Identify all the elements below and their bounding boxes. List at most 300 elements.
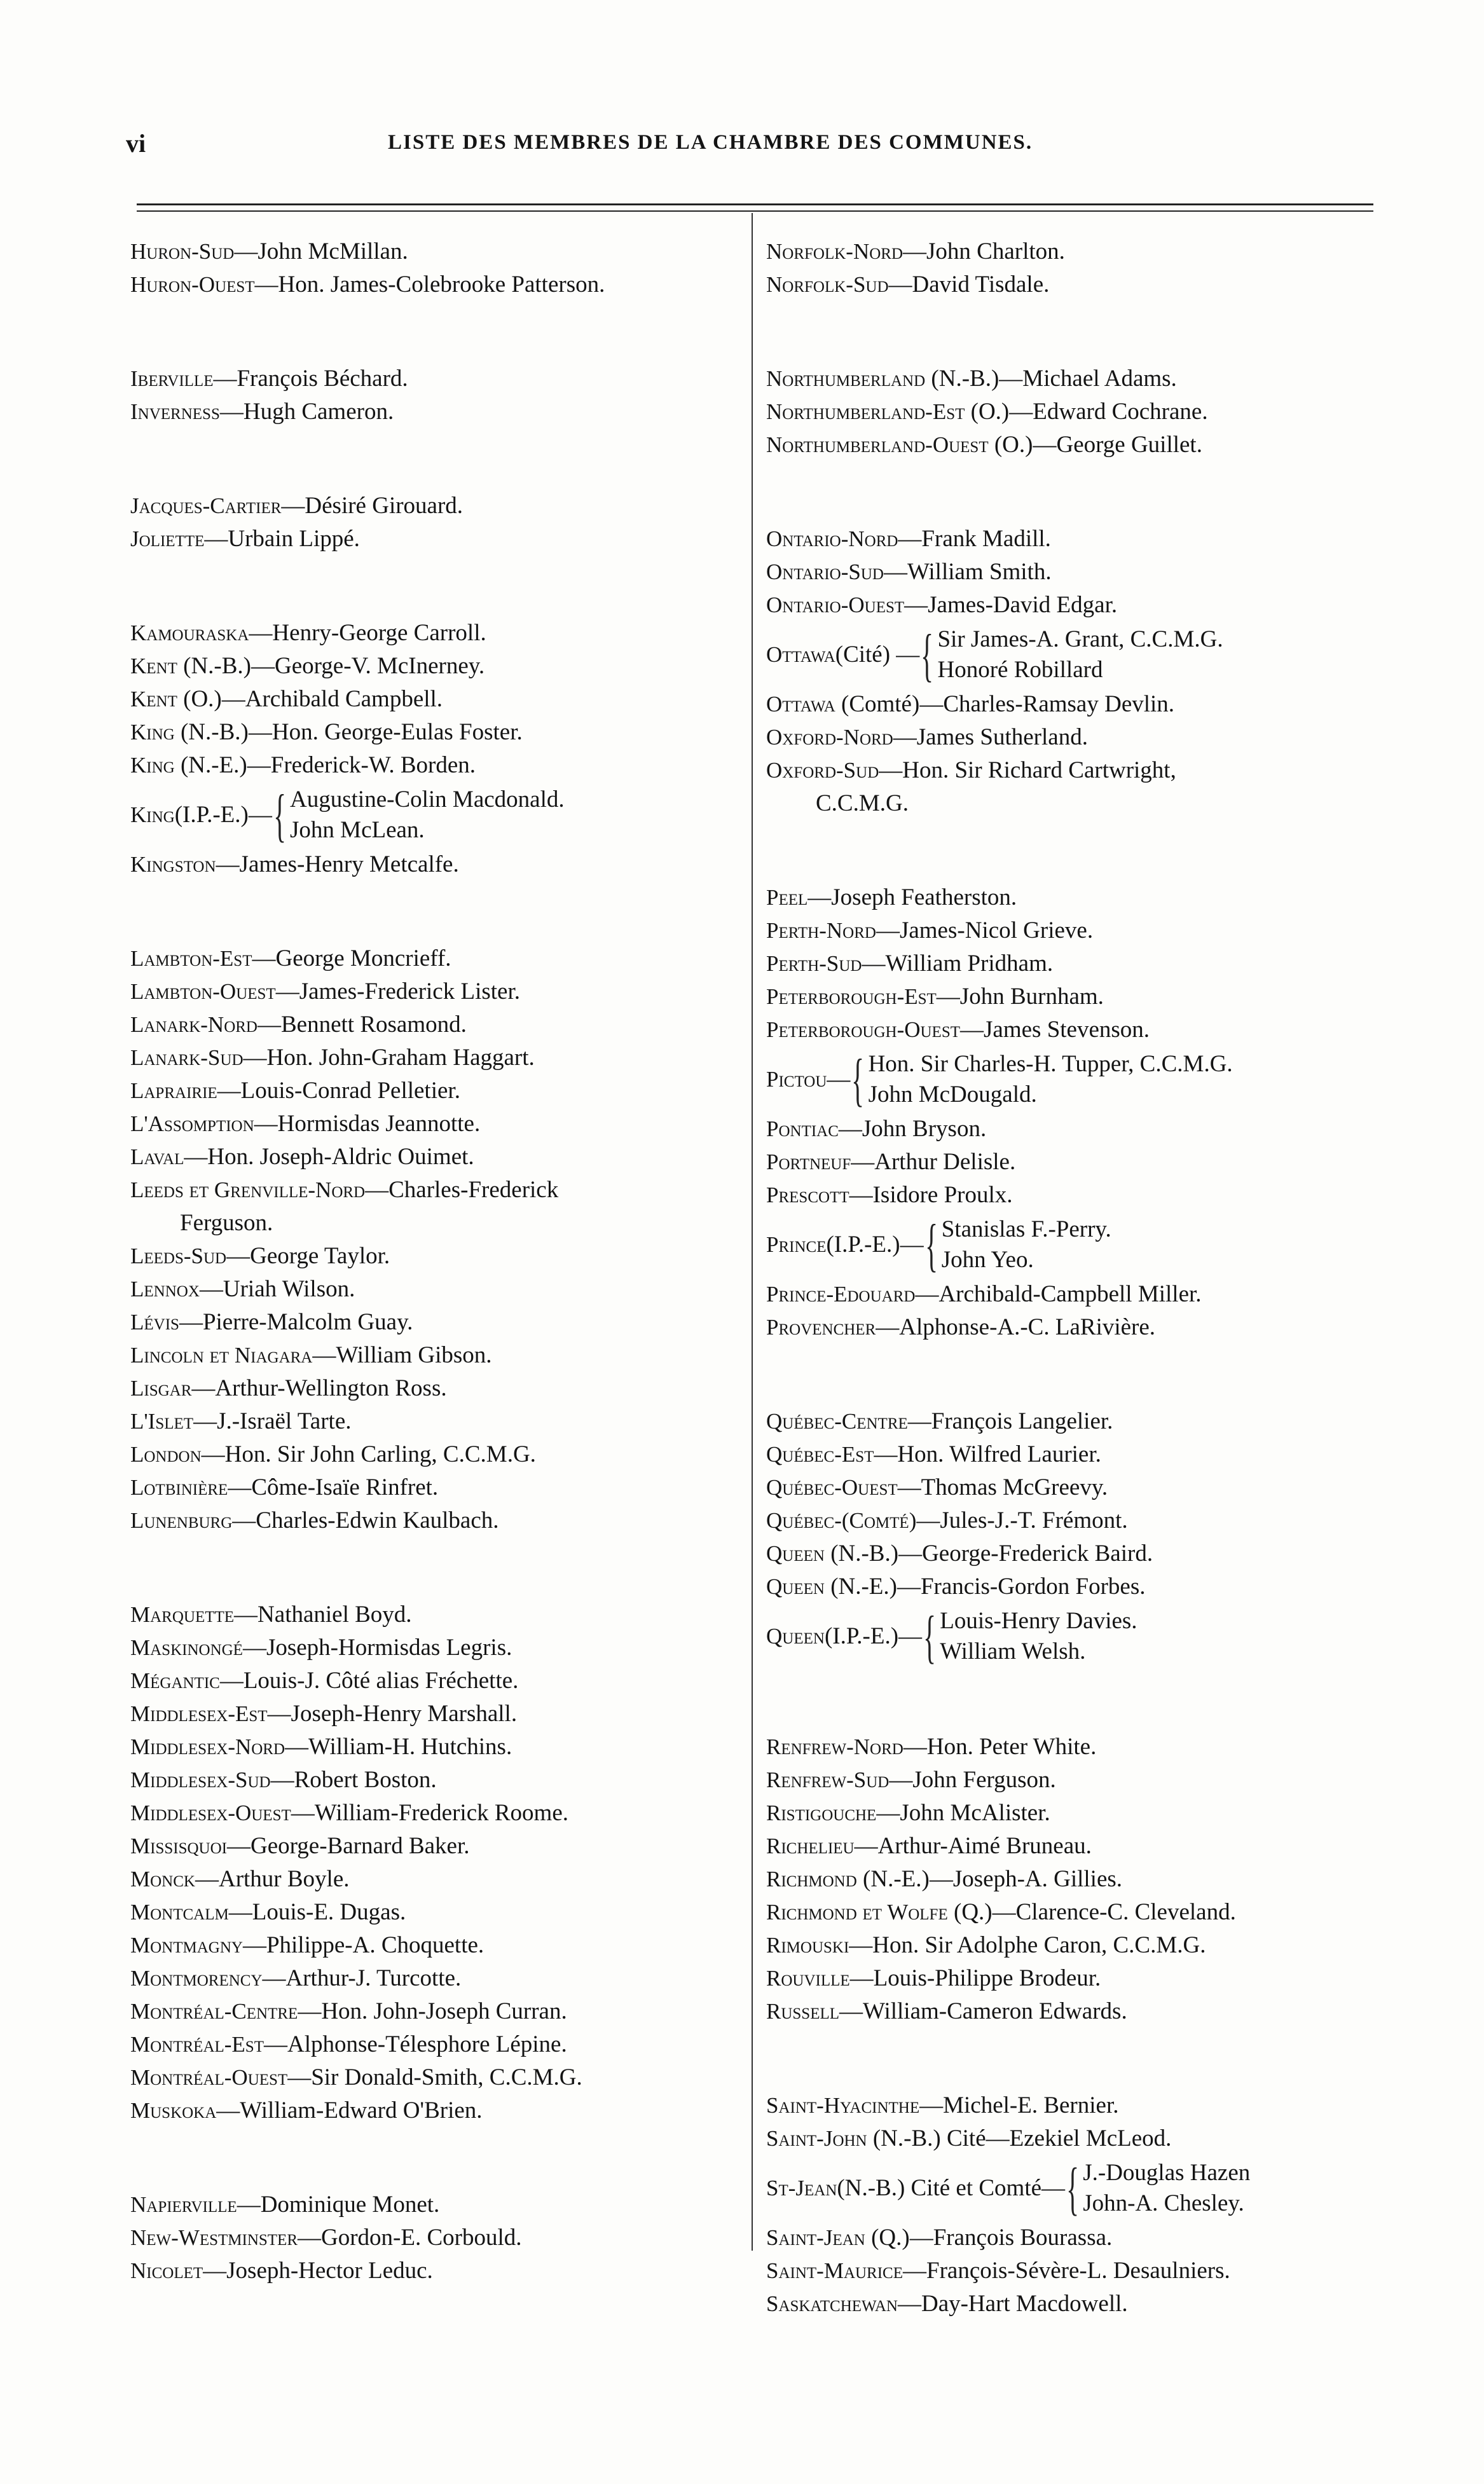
member-name: —William-Edward O'Brien. bbox=[216, 2097, 483, 2124]
member-name: —Joseph-A. Gillies. bbox=[929, 1866, 1123, 1892]
member-name: —Robert Boston. bbox=[270, 1767, 437, 1793]
riding-name: Ottawa bbox=[766, 642, 835, 667]
member-entry bbox=[130, 2221, 728, 2254]
member-names bbox=[942, 1214, 1111, 1275]
member-entry bbox=[130, 523, 728, 556]
member-name: —Louis-E. Dugas. bbox=[228, 1899, 406, 1925]
member-entry bbox=[766, 395, 1377, 429]
member-entry bbox=[766, 523, 1377, 556]
member-name: —Henry-George Carroll. bbox=[249, 620, 486, 646]
brace-glyph: { bbox=[851, 1047, 865, 1112]
member-name: —Thomas McGreevy. bbox=[897, 1474, 1108, 1500]
member-name: —William Gibson. bbox=[312, 1342, 492, 1368]
member-name: —William Pridham. bbox=[862, 950, 1054, 977]
riding-name: Iberville bbox=[130, 366, 214, 391]
member-entry bbox=[766, 2089, 1377, 2122]
member-name: —Michael Adams. bbox=[999, 366, 1177, 392]
member-name: —John Ferguson. bbox=[889, 1767, 1056, 1793]
riding-name: L'Islet bbox=[130, 1409, 194, 1434]
riding-name: King bbox=[130, 720, 175, 745]
member-names bbox=[290, 785, 565, 846]
member-name: —J.-Israël Tarte. bbox=[193, 1408, 352, 1434]
member-name-continuation: C.C.M.G. bbox=[816, 790, 909, 816]
member-name: —Hon. Joseph-Aldric Ouimet. bbox=[184, 1144, 474, 1170]
member-name: —John McMillan. bbox=[234, 238, 408, 264]
riding-name: London bbox=[130, 1442, 202, 1467]
member-entry bbox=[130, 1863, 728, 1896]
member-entry bbox=[130, 1830, 728, 1863]
member-entry bbox=[130, 1141, 728, 1174]
brace-glyph: { bbox=[1066, 2156, 1080, 2221]
member-entry bbox=[766, 2254, 1377, 2288]
member-entry bbox=[766, 1179, 1377, 1212]
member-name: —Louis-Philippe Brodeur. bbox=[849, 1965, 1101, 1991]
member-entry bbox=[766, 1962, 1377, 1995]
member-name: —James Sutherland. bbox=[893, 724, 1088, 750]
riding-name: Perth-Nord bbox=[766, 918, 876, 943]
member-entry bbox=[130, 683, 728, 716]
riding-name: Lotbinière bbox=[130, 1475, 228, 1500]
member-entry bbox=[130, 848, 728, 881]
member-entry bbox=[766, 1764, 1377, 1797]
riding-suffix: (O.) bbox=[177, 686, 222, 712]
riding-suffix: (N.-B.) bbox=[824, 1540, 899, 1567]
member-entry bbox=[130, 1041, 728, 1074]
riding-name: Ottawa bbox=[766, 692, 835, 717]
riding-name: Rouville bbox=[766, 1966, 850, 1991]
riding-name: Montmagny bbox=[130, 1933, 243, 1958]
member-name: —Pierre-Malcolm Guay. bbox=[179, 1309, 413, 1335]
member-entry bbox=[766, 1438, 1377, 1471]
member-name: —François Béchard. bbox=[213, 366, 408, 392]
member-entry bbox=[766, 1896, 1377, 1929]
riding-name: Russell bbox=[766, 1999, 840, 2024]
member-entry bbox=[130, 1896, 728, 1929]
member-name: —James Stevenson. bbox=[960, 1017, 1150, 1043]
running-title: LISTE DES MEMBRES DE LA CHAMBRE DES COMMUNES. bbox=[388, 131, 1033, 154]
riding-name: Oxford-Sud bbox=[766, 758, 879, 783]
member-entry bbox=[766, 1471, 1377, 1504]
member-entry bbox=[766, 1113, 1377, 1146]
right-column bbox=[766, 235, 1377, 2382]
member-name: —Arthur-Wellington Ross. bbox=[191, 1375, 447, 1401]
riding-name: Saint-Hyacinthe bbox=[766, 2093, 920, 2118]
member-name-continuation: Ferguson. bbox=[180, 1210, 273, 1236]
riding-name: Renfrew-Nord bbox=[766, 1734, 903, 1759]
riding-name: Prince-Edouard bbox=[766, 1282, 916, 1307]
member-name: —George-Frederick Baird. bbox=[898, 1540, 1153, 1567]
member-entry bbox=[130, 1664, 728, 1698]
riding-name: Montcalm bbox=[130, 1900, 229, 1925]
member-name: —Hugh Cameron. bbox=[219, 399, 394, 425]
riding-suffix: (N.-B.) Cité bbox=[867, 2125, 986, 2151]
member-entry bbox=[766, 622, 1377, 688]
member-name: —Hon. Peter White. bbox=[903, 1734, 1097, 1760]
riding-name: Saint-John bbox=[766, 2126, 867, 2151]
member-name: —Hon. James-Colebrooke Patterson. bbox=[254, 271, 605, 298]
letter-group bbox=[766, 2089, 1377, 2321]
member-entry bbox=[766, 235, 1377, 268]
letter-group bbox=[130, 1598, 728, 2127]
member-name: —Hon. Sir Adolphe Caron, C.C.M.G. bbox=[849, 1932, 1206, 1958]
member-entry bbox=[130, 1698, 728, 1731]
riding-name: Mégantic bbox=[130, 1668, 220, 1693]
member-name: —Isidore Proulx. bbox=[849, 1182, 1013, 1208]
riding-name: Lambton-Est bbox=[130, 946, 252, 971]
riding-name: Lincoln et Niagara bbox=[130, 1343, 313, 1368]
riding-name: Montréal-Centre bbox=[130, 1999, 298, 2024]
member-name: —Arthur-J. Turcotte. bbox=[262, 1965, 462, 1991]
member-entry bbox=[766, 1311, 1377, 1344]
letter-group bbox=[766, 235, 1377, 301]
riding-name: Peterborough-Est bbox=[766, 984, 937, 1009]
member-entry bbox=[130, 782, 728, 848]
riding-suffix: (Comté) bbox=[835, 691, 920, 717]
riding-name: Queen bbox=[766, 1541, 825, 1566]
member-entry bbox=[130, 749, 728, 782]
member-entry bbox=[130, 1797, 728, 1830]
riding-name: Northumberland-Est bbox=[766, 399, 965, 424]
member-entry bbox=[766, 1537, 1377, 1570]
member-entry bbox=[766, 2288, 1377, 2321]
member-name: —James-Nicol Grieve. bbox=[876, 917, 1094, 944]
member-entry bbox=[130, 975, 728, 1008]
member-entry bbox=[766, 980, 1377, 1013]
riding-name: Monck bbox=[130, 1867, 195, 1891]
member-name: —Charles-Frederick bbox=[365, 1177, 559, 1203]
member-entry bbox=[766, 1013, 1377, 1046]
member-entry bbox=[766, 1731, 1377, 1764]
member-entry bbox=[130, 1471, 728, 1504]
member-name: —Francis-Gordon Forbes. bbox=[897, 1574, 1146, 1600]
member-name: —Joseph-Henry Marshall. bbox=[267, 1701, 518, 1727]
member-entry bbox=[766, 914, 1377, 947]
riding-name: Montréal-Ouest bbox=[130, 2065, 288, 2090]
riding-name: Lennox bbox=[130, 1277, 200, 1301]
riding-name: Inverness bbox=[130, 399, 220, 424]
riding-name: Renfrew-Sud bbox=[766, 1767, 890, 1792]
riding-name: St-Jean bbox=[766, 2176, 837, 2200]
riding-suffix: (Q.) bbox=[865, 2225, 910, 2251]
member-name: —Hon. Wilfred Laurier. bbox=[874, 1441, 1101, 1467]
riding-name: L'Assomption bbox=[130, 1111, 254, 1136]
letter-group bbox=[766, 523, 1377, 820]
member-name: —Edward Cochrane. bbox=[1009, 399, 1208, 425]
member-name: —James-David Edgar. bbox=[904, 592, 1118, 618]
member-name: —Uriah Wilson. bbox=[199, 1276, 355, 1302]
member-entry bbox=[130, 1764, 728, 1797]
member-name: —Joseph-Hormisdas Legris. bbox=[242, 1635, 512, 1661]
riding-name: Saint-Jean bbox=[766, 2225, 865, 2250]
riding-name: Lunenburg bbox=[130, 1508, 233, 1533]
riding-suffix: (N.-E.) bbox=[856, 1866, 930, 1892]
member-name: —Dominique Monet. bbox=[237, 2192, 440, 2218]
riding-name: King bbox=[130, 753, 175, 778]
member-entry bbox=[766, 1278, 1377, 1311]
member-entry bbox=[130, 490, 728, 523]
member-name: William Welsh. bbox=[940, 1638, 1086, 1664]
member-name: John McDougald. bbox=[868, 1081, 1037, 1108]
member-names bbox=[869, 1049, 1233, 1110]
riding-name: Québec-Est bbox=[766, 1442, 874, 1467]
riding-name: Middlesex-Est bbox=[130, 1701, 268, 1726]
member-entry bbox=[130, 1008, 728, 1041]
riding-name: Québec-(Comté) bbox=[766, 1508, 917, 1533]
riding-suffix: (Q.) bbox=[947, 1899, 993, 1925]
member-name: —Hon. Sir Richard Cartwright, bbox=[879, 757, 1176, 783]
riding-name: Leeds-Sud bbox=[130, 1244, 227, 1268]
riding-name: Perth-Sud bbox=[766, 951, 862, 976]
member-name: —David Tisdale. bbox=[888, 271, 1050, 298]
member-entry bbox=[130, 1731, 728, 1764]
member-name: —Hon. Sir John Carling, C.C.M.G. bbox=[201, 1441, 536, 1467]
member-entry bbox=[130, 1598, 728, 1631]
riding-name: Ristigouche bbox=[766, 1801, 877, 1825]
member-name: —Louis-Conrad Pelletier. bbox=[217, 1078, 460, 1104]
member-name: John McLean. bbox=[290, 817, 425, 843]
brace-glyph: { bbox=[924, 1212, 938, 1277]
left-column bbox=[130, 235, 728, 2349]
member-entry bbox=[130, 716, 728, 749]
letter-group bbox=[766, 1405, 1377, 1670]
riding-name: Lévis bbox=[130, 1310, 179, 1335]
riding-name: Middlesex-Sud bbox=[130, 1767, 271, 1792]
member-name: —James-Frederick Lister. bbox=[275, 978, 520, 1005]
letter-group bbox=[130, 235, 728, 301]
member-name: —Frederick-W. Borden. bbox=[247, 752, 476, 778]
column-divider bbox=[752, 213, 753, 2251]
member-entry bbox=[766, 1603, 1377, 1670]
member-names bbox=[940, 1606, 1137, 1667]
member-entry bbox=[766, 1995, 1377, 2028]
member-name: —Day-Hart Macdowell. bbox=[897, 2291, 1128, 2317]
member-name: —Gordon-E. Corbould. bbox=[298, 2225, 522, 2251]
member-name: —Frank Madill. bbox=[898, 526, 1051, 552]
member-name: —William-Cameron Edwards. bbox=[839, 1998, 1127, 2024]
riding-name: Provencher bbox=[766, 1315, 876, 1340]
member-entry bbox=[766, 1504, 1377, 1537]
riding-suffix: (I.P.-E.)— bbox=[824, 1623, 923, 1649]
member-name: —Côme-Isaïe Rinfret. bbox=[228, 1474, 439, 1500]
riding-suffix: (O.) bbox=[965, 399, 1010, 425]
member-entry bbox=[130, 1372, 728, 1405]
riding-name: Québec-Centre bbox=[766, 1409, 908, 1434]
member-name: —George-V. McInerney. bbox=[251, 653, 485, 679]
member-entry bbox=[130, 1504, 728, 1537]
member-entry bbox=[766, 2221, 1377, 2254]
member-entry bbox=[130, 942, 728, 975]
riding-suffix: (N.-E.) bbox=[174, 752, 247, 778]
member-entry bbox=[766, 589, 1377, 622]
riding-name: Lanark-Sud bbox=[130, 1045, 244, 1070]
member-entry bbox=[130, 1405, 728, 1438]
member-name: —Arthur-Aimé Bruneau. bbox=[854, 1833, 1092, 1859]
member-name: —Urbain Lippé. bbox=[204, 526, 360, 552]
member-entry bbox=[130, 1339, 728, 1372]
member-name: —Alphonse-Télesphore Lépine. bbox=[263, 2031, 567, 2057]
letter-group bbox=[130, 2188, 728, 2288]
member-entry bbox=[766, 1830, 1377, 1863]
member-name: —Ezekiel McLeod. bbox=[986, 2125, 1172, 2151]
riding-name: Québec-Ouest bbox=[766, 1475, 898, 1500]
riding-name: Kingston bbox=[130, 852, 216, 877]
member-name: —William-H. Hutchins. bbox=[285, 1734, 512, 1760]
riding-name: Middlesex-Ouest bbox=[130, 1801, 291, 1825]
member-entry bbox=[130, 1995, 728, 2028]
riding-name: Peel bbox=[766, 885, 808, 910]
member-entry bbox=[766, 947, 1377, 980]
member-name: —François Bourassa. bbox=[909, 2225, 1113, 2251]
riding-name: Missisquoi bbox=[130, 1834, 227, 1858]
member-name: —Joseph-Hector Leduc. bbox=[203, 2258, 433, 2284]
brace-glyph: { bbox=[921, 622, 934, 687]
riding-name: Kent bbox=[130, 654, 177, 678]
riding-name: Rimouski bbox=[766, 1933, 849, 1958]
riding-name: Laprairie bbox=[130, 1078, 217, 1103]
member-entry bbox=[766, 881, 1377, 914]
member-name: —James-Henry Metcalfe. bbox=[216, 851, 459, 877]
member-name: —Joseph Featherston. bbox=[807, 884, 1017, 910]
member-entry bbox=[130, 2094, 728, 2127]
member-name: —George Moncrieff. bbox=[252, 945, 451, 971]
letter-group bbox=[766, 362, 1377, 462]
member-entry bbox=[766, 1929, 1377, 1962]
member-entry bbox=[766, 2155, 1377, 2221]
member-name: Honoré Robillard bbox=[937, 657, 1103, 683]
riding-name: Saskatchewan bbox=[766, 2291, 898, 2316]
member-entry bbox=[130, 617, 728, 650]
member-entry bbox=[130, 362, 728, 395]
member-entry bbox=[766, 1863, 1377, 1896]
member-name: —Charles-Ramsay Devlin. bbox=[919, 691, 1175, 717]
riding-name: Ontario-Nord bbox=[766, 526, 898, 551]
riding-name: New-Westminster bbox=[130, 2225, 298, 2250]
member-name: —George Taylor. bbox=[226, 1243, 390, 1269]
member-entry bbox=[766, 556, 1377, 589]
member-entry bbox=[766, 2122, 1377, 2155]
page-number: vi bbox=[126, 129, 146, 158]
member-name: —George Guillet. bbox=[1033, 432, 1202, 458]
member-entry bbox=[130, 2061, 728, 2094]
member-entry bbox=[130, 1929, 728, 1962]
member-name: —William Smith. bbox=[883, 559, 1052, 585]
riding-name: Richmond et Wolfe bbox=[766, 1900, 948, 1925]
riding-suffix: — bbox=[827, 1066, 851, 1092]
member-entry bbox=[130, 1074, 728, 1108]
member-name: —Arthur Delisle. bbox=[851, 1149, 1016, 1175]
member-entry bbox=[766, 1570, 1377, 1603]
riding-name: Oxford-Nord bbox=[766, 725, 893, 750]
member-name: —Philippe-A. Choquette. bbox=[242, 1932, 484, 1958]
member-entry bbox=[766, 754, 1377, 787]
member-entry bbox=[766, 429, 1377, 462]
member-name: —Archibald Campbell. bbox=[221, 686, 443, 712]
brace-glyph: { bbox=[273, 783, 286, 847]
member-name: —William-Frederick Roome. bbox=[291, 1800, 568, 1826]
riding-name: Montréal-Est bbox=[130, 2032, 264, 2057]
riding-name: Ontario-Ouest bbox=[766, 593, 905, 617]
riding-suffix: (I.P.-E.)— bbox=[826, 1232, 924, 1258]
member-name: —John Charlton. bbox=[903, 238, 1065, 264]
riding-name: Pictou bbox=[766, 1067, 827, 1092]
riding-name: Laval bbox=[130, 1144, 184, 1169]
riding-name: Portneuf bbox=[766, 1149, 851, 1174]
member-entry bbox=[130, 1962, 728, 1995]
brace-glyph: { bbox=[923, 1604, 937, 1669]
riding-name: King bbox=[130, 802, 175, 827]
member-entry bbox=[130, 2254, 728, 2288]
riding-name: Prescott bbox=[766, 1183, 849, 1207]
riding-suffix: (Cité) — bbox=[835, 642, 920, 668]
member-entry bbox=[766, 1146, 1377, 1179]
member-name: Hon. Sir Charles-H. Tupper, C.C.M.G. bbox=[868, 1051, 1233, 1077]
member-name: —Hormisdas Jeannotte. bbox=[254, 1111, 481, 1137]
riding-suffix: (I.P.-E.)— bbox=[174, 802, 272, 828]
riding-name: Ontario-Sud bbox=[766, 559, 884, 584]
member-name: —Nathaniel Boyd. bbox=[234, 1602, 412, 1628]
member-names bbox=[1083, 2158, 1250, 2219]
riding-name: Richmond bbox=[766, 1867, 857, 1891]
header-rule bbox=[137, 203, 1373, 205]
member-entry bbox=[130, 1108, 728, 1141]
member-name: —Arthur Boyle. bbox=[195, 1866, 350, 1892]
member-name: —Archibald-Campbell Miller. bbox=[915, 1281, 1202, 1307]
riding-name: Lambton-Ouest bbox=[130, 979, 276, 1004]
riding-name: Huron-Sud bbox=[130, 239, 235, 264]
member-entry bbox=[766, 362, 1377, 395]
member-name: —François Langelier. bbox=[907, 1408, 1113, 1434]
member-entry bbox=[130, 235, 728, 268]
member-entry bbox=[130, 395, 728, 429]
riding-name: Maskinongé bbox=[130, 1635, 243, 1660]
riding-name: Kent bbox=[130, 687, 177, 711]
member-entry bbox=[130, 2028, 728, 2061]
member-name: Augustine-Colin Macdonald. bbox=[290, 786, 565, 813]
member-name: —Louis-J. Côté alias Fréchette. bbox=[219, 1668, 519, 1694]
riding-name: Jacques-Cartier bbox=[130, 493, 282, 518]
riding-name: Kamouraska bbox=[130, 621, 249, 645]
member-name: Stanislas F.-Perry. bbox=[941, 1216, 1111, 1242]
riding-name: Nicolet bbox=[130, 2258, 203, 2283]
member-entry bbox=[130, 1174, 728, 1207]
riding-name: Middlesex-Nord bbox=[130, 1734, 285, 1759]
member-entry bbox=[766, 1212, 1377, 1278]
riding-name: Norfolk-Nord bbox=[766, 239, 903, 264]
riding-name: Huron-Ouest bbox=[130, 272, 255, 297]
letter-group bbox=[130, 490, 728, 556]
member-name: —John Bryson. bbox=[838, 1116, 987, 1142]
member-name: —François-Sévère-L. Desaulniers. bbox=[903, 2258, 1230, 2284]
member-name: —Michel-E. Bernier. bbox=[919, 2092, 1119, 2118]
letter-group bbox=[766, 881, 1377, 1344]
member-names bbox=[937, 624, 1223, 685]
riding-name: Lanark-Nord bbox=[130, 1012, 258, 1037]
riding-name: Norfolk-Sud bbox=[766, 272, 889, 297]
letter-group bbox=[130, 942, 728, 1537]
riding-suffix: (N.-B.) Cité et Comté— bbox=[837, 2175, 1066, 2201]
member-name: —Jules-J.-T. Frémont. bbox=[916, 1507, 1128, 1534]
member-entry bbox=[766, 721, 1377, 754]
riding-name: Pontiac bbox=[766, 1116, 839, 1141]
member-name: —John McAlister. bbox=[876, 1800, 1050, 1826]
riding-name: Lisgar bbox=[130, 1376, 192, 1401]
member-name: —George-Barnard Baker. bbox=[226, 1833, 470, 1859]
riding-suffix: (O.) bbox=[988, 432, 1033, 458]
member-entry bbox=[766, 1797, 1377, 1830]
member-entry bbox=[130, 650, 728, 683]
member-name: —John Burnham. bbox=[936, 984, 1104, 1010]
member-entry bbox=[766, 688, 1377, 721]
